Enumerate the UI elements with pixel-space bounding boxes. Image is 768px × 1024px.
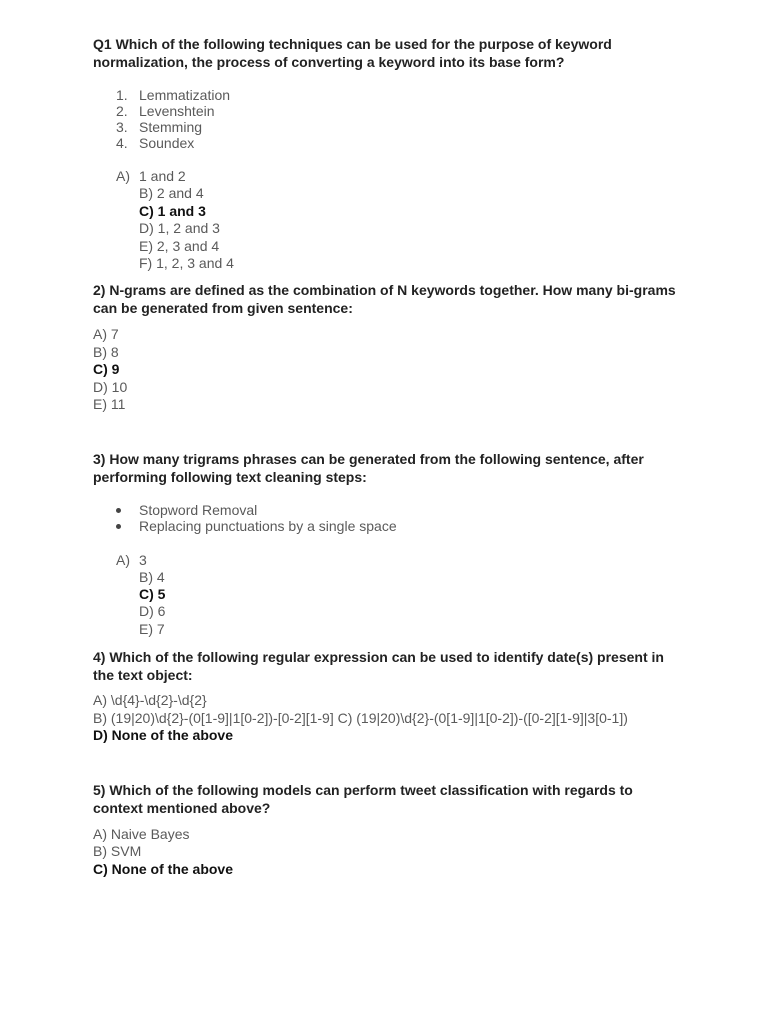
bullet-icon xyxy=(116,524,121,529)
question-3-title: 3) How many trigrams phrases can be generated from the following sentence, after performing following text cleaning steps: xyxy=(93,451,644,485)
option-label: A) xyxy=(116,168,130,184)
question-5-title: 5) Which of the following models can perform tweet classification with regards to context mentioned above? xyxy=(93,782,633,816)
option-c-correct: C) 5 xyxy=(139,586,166,602)
list-item: Stemming xyxy=(139,119,203,135)
list-item-number: 3. xyxy=(116,119,128,135)
list-item: Levenshtein xyxy=(139,103,215,119)
option-b: B) 4 xyxy=(139,569,165,585)
option-b: B) 2 and 4 xyxy=(139,185,204,201)
option-text: 3 xyxy=(139,552,147,568)
list-item-number: 2. xyxy=(116,103,128,119)
option-a: A) Naive Bayes xyxy=(93,826,190,842)
option-b: B) SVM xyxy=(93,843,142,859)
option-d: D) 1, 2 and 3 xyxy=(139,220,220,236)
bullet-item: Replacing punctuations by a single space xyxy=(139,518,397,534)
list-item: Lemmatization xyxy=(139,87,231,103)
option-a: A) 7 xyxy=(93,326,119,342)
option-c-correct: C) 9 xyxy=(93,361,120,377)
option-f: F) 1, 2, 3 and 4 xyxy=(139,255,234,271)
option-d: D) 10 xyxy=(93,379,128,395)
option-label: A) xyxy=(116,552,130,568)
list-item-number: 4. xyxy=(116,135,128,151)
option-c-correct: C) 1 and 3 xyxy=(139,203,206,219)
list-item-number: 1. xyxy=(116,87,128,103)
list-item: Soundex xyxy=(139,135,195,151)
option-d: D) 6 xyxy=(139,603,166,619)
question-2-title: 2) N-grams are defined as the combination of N keywords together. How many bi-grams can be generated from given sentence: xyxy=(93,282,676,316)
option-text: 1 and 2 xyxy=(139,168,186,184)
question-4-title: 4) Which of the following regular expression can be used to identify date(s) present in the text object: xyxy=(93,649,664,683)
option-b: B) 8 xyxy=(93,344,119,360)
question-1-title: Q1 Which of the following techniques can be used for the purpose of keyword normalization, the process of converting a keyword into its base form? xyxy=(93,36,612,70)
option-e: E) 2, 3 and 4 xyxy=(139,238,220,254)
option-c-correct: C) None of the above xyxy=(93,861,234,877)
option-e: E) 11 xyxy=(93,396,126,412)
option-b-c: B) (19|20)\d{2}-(0[1-9]|1[0-2])-[0-2][1-9] C) (19|20)\d{2}-(0[1-9]|1[0-2])-([0-2][1-9]|3[0-1]) xyxy=(93,710,628,726)
option-e: E) 7 xyxy=(139,621,165,637)
option-a: A) \d{4}-\d{2}-\d{2} xyxy=(93,692,207,708)
option-d-correct: D) None of the above xyxy=(93,727,234,743)
bullet-icon xyxy=(116,508,121,513)
bullet-item: Stopword Removal xyxy=(139,502,258,518)
